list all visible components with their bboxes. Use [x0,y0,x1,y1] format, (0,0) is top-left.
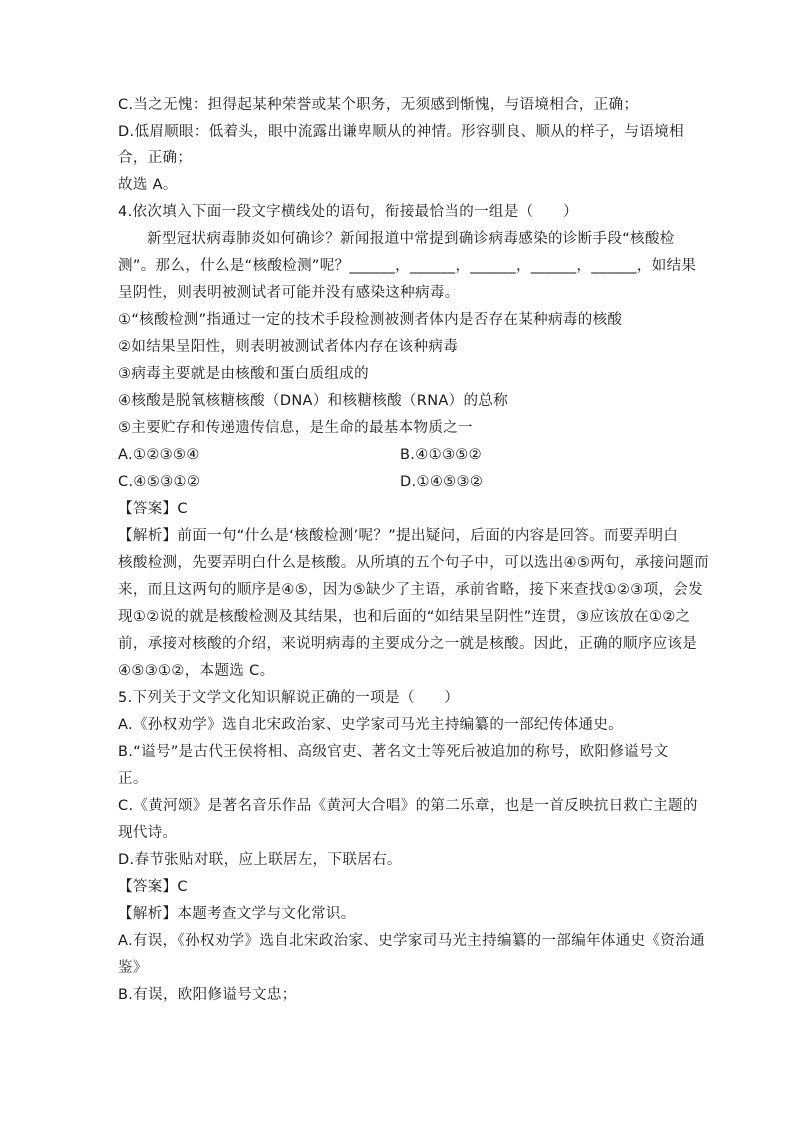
sentence-option: ④核酸是脱氧核糖核酸（DNA）和核糖核酸（RNA）的总称 [118,393,509,409]
analysis-line: 来，而且这两句的顺序是④⑤，因为⑤缺少了主语，承前省略，接下来查找①②③项，会发 [118,582,703,598]
analysis-line: 鉴》 [118,960,148,976]
sentence-option: ③病毒主要就是由核酸和蛋白质组成的 [118,366,369,382]
passage-line: 新型冠状病毒肺炎如何确诊？新闻报道中常提到确诊病毒感染的诊断手段“核酸检 [147,231,675,247]
analysis-line: 【解析】前面一句“什么是‘核酸检测’呢？”提出疑问，后面的内容是回答。而要弄明白 [118,528,679,544]
analysis-line: B.有误，欧阳修谥号文忠； [118,987,297,1003]
option-line: D.春节张贴对联，应上联居左，下联居右。 [118,852,402,868]
choice-a: A.①②③⑤④ [118,447,200,463]
option-line: C.《黄河颂》是著名音乐作品《黄河大合唱》的第二乐章，也是一首反映抗日救亡主题的 [118,798,698,814]
text-line: D.低眉顺眼：低着头，眼中流露出谦卑顺从的神情。形容驯良、顺从的样子，与语境相 [118,124,684,140]
sentence-option: ①“核酸检测”指通过一定的技术手段检测被测者体内是否存在某种病毒的核酸 [118,312,623,328]
analysis-line: A.有误，《孙权劝学》选自北宋政治家、史学家司马光主持编纂的一部编年体通史《资治通 [118,933,705,949]
choice-c: C.④⑤③①② [118,474,201,490]
option-line: B.“谥号”是古代王侯将相、高级官吏、著名文士等死后被追加的称号，欧阳修谥号文 [118,744,669,760]
text-line: 合，正确； [118,150,193,166]
option-line: 现代诗。 [118,825,178,841]
option-line: A.《孙权劝学》选自北宋政治家、史学家司马光主持编纂的一部纪传体通史。 [118,717,624,733]
passage-line: 呈阴性，则表明被测试者可能并没有感染这种病毒。 [118,285,460,301]
question-5-stem: 5.下列关于文学文化知识解说正确的一项是（ ） [118,690,460,706]
text-line: 故选 A。 [118,177,178,193]
analysis-line: 核酸检测，先要弄明白什么是核酸。从所填的五个句子中，可以选出④⑤两句，承接问题而 [118,555,709,571]
option-line: 正。 [118,771,148,787]
analysis-line: 前，承接对核酸的介绍，来说明病毒的主要成分之一就是核酸。因此，正确的顺序应该是 [118,636,698,652]
text-line: C.当之无愧：担得起某种荣誉或某个职务，无须感到惭愧，与语境相合，正确； [118,97,639,113]
answer-options-row [118,472,484,492]
analysis-line: 现①②说的就是核酸检测及其结果，也和后面的“如结果呈阴性”连贯，③应该放在①②之 [118,609,691,625]
answer-label: 【答案】C [118,501,188,517]
question-4-stem: 4.依次填入下面一段文字横线处的语句，衔接最恰当的一组是（ ） [118,204,579,220]
analysis-line: 【解析】本题考查文学与文化常识。 [118,906,356,922]
answer-label: 【答案】C [118,879,188,895]
choice-d: D.①④⑤③② [400,474,484,490]
answer-options-row [118,445,483,465]
analysis-line: ④⑤③①②，本题选 C。 [118,663,275,679]
sentence-option: ⑤主要贮存和传递遗传信息，是生命的最基本物质之一 [118,420,473,436]
sentence-option: ②如结果呈阳性，则表明被测试者体内存在该种病毒 [118,339,459,355]
passage-line: 测”。那么，什么是“核酸检测”呢？______，______，______，______，______，如结果 [118,258,697,274]
choice-b: B.④①③⑤② [400,447,483,463]
